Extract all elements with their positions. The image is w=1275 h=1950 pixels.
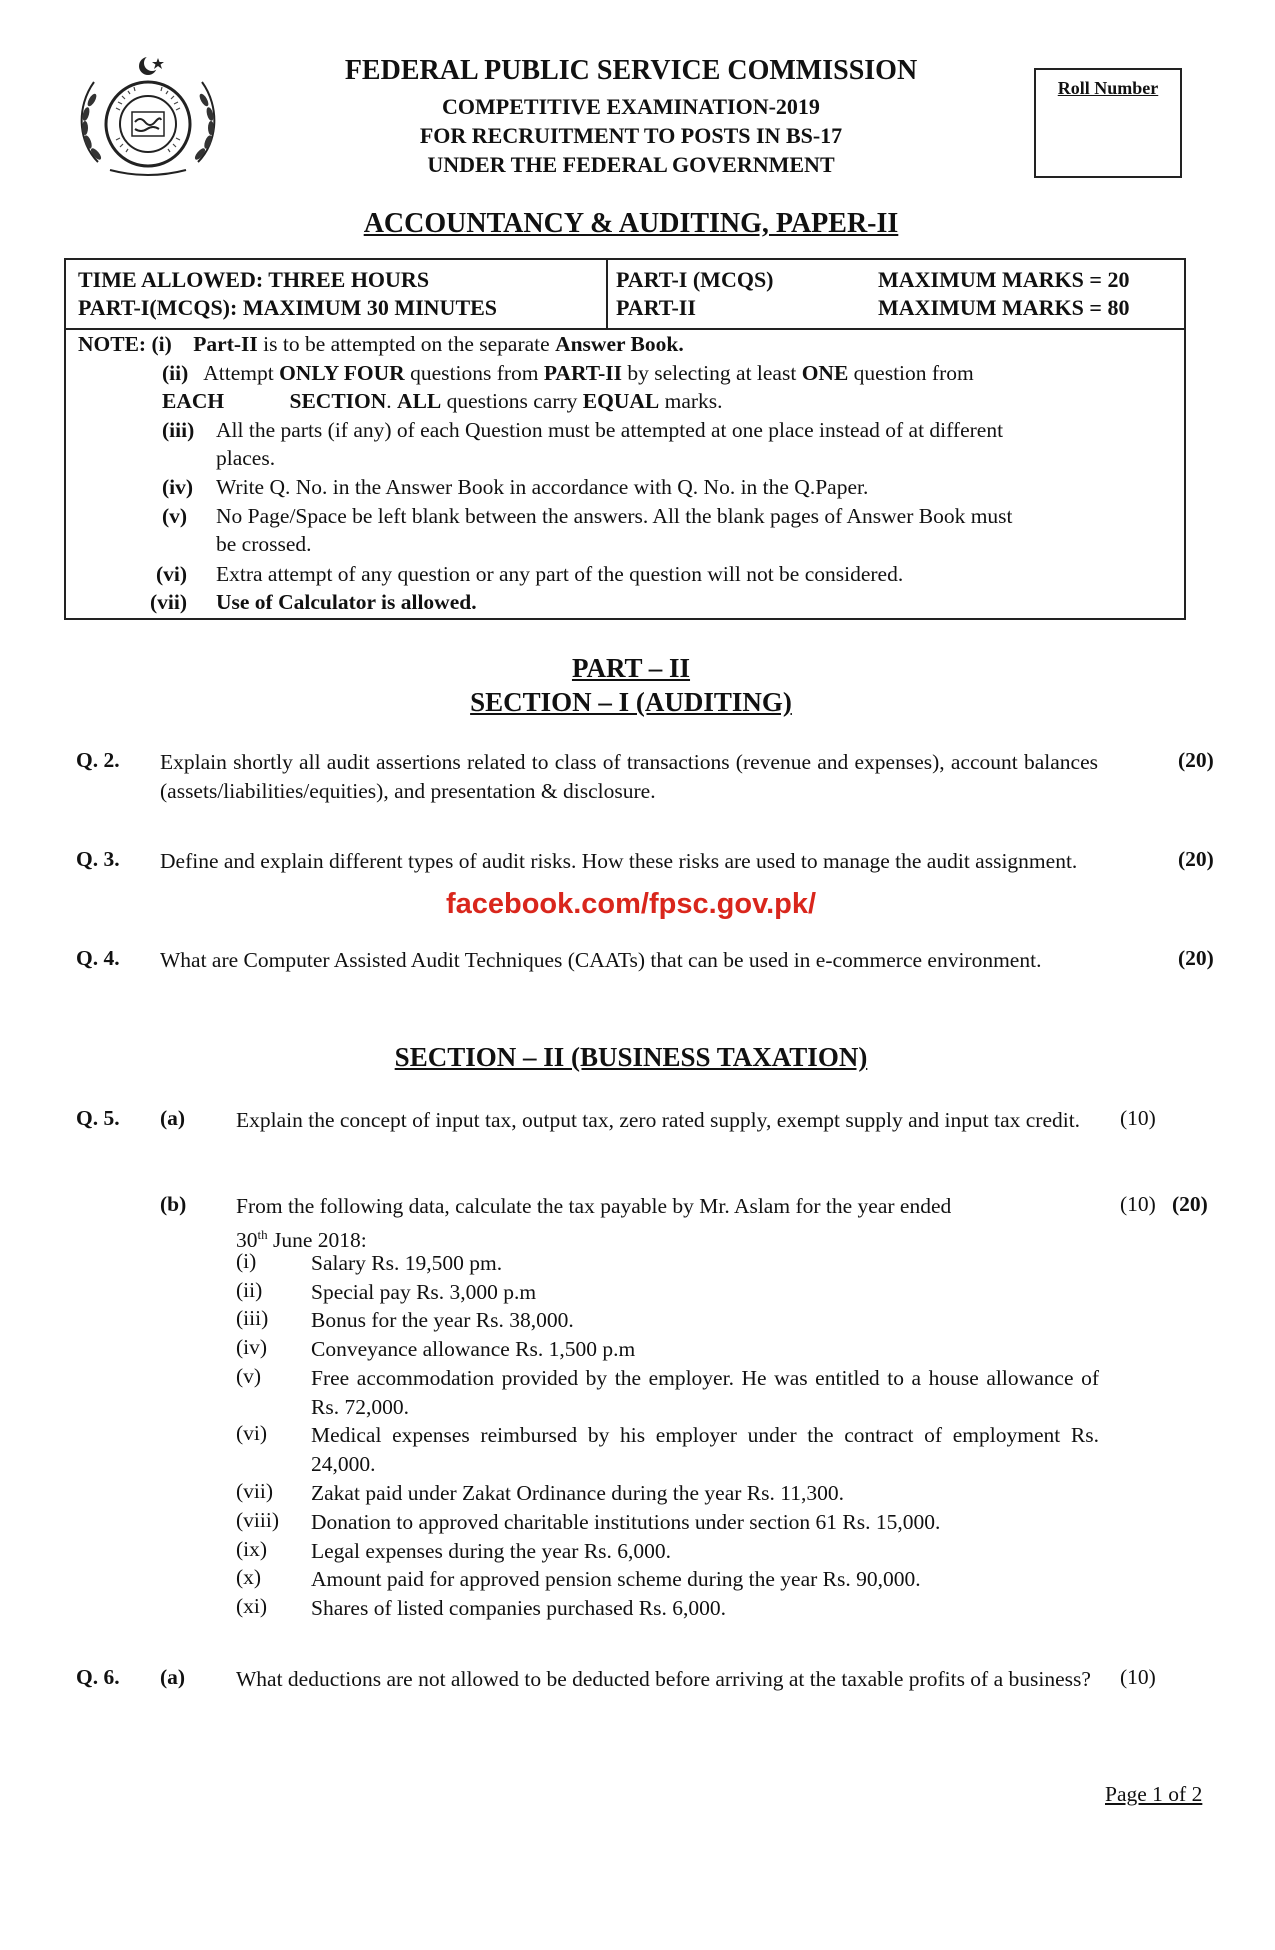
roll-number-label: Roll Number [1057,78,1159,98]
q3-number: Q. 3. [76,847,120,871]
item-number: (viii) [236,1508,279,1532]
q5b-marks: (10) [1120,1192,1156,1216]
part1-label: PART-I (MCQS) [616,267,774,292]
note-vii: Use of Calculator is allowed. [216,590,477,614]
part1-max-marks: MAXIMUM MARKS = 20 [878,267,1130,292]
note-vi-num: (vi) [156,562,188,586]
note-vii-num: (vii) [150,590,188,614]
q5-total-marks: (20) [1172,1192,1208,1216]
q4-text: What are Computer Assisted Audit Techniques (CAATs) that can be used in e-commerce environment. [160,948,1042,972]
q4-number: Q. 4. [76,946,120,970]
section1-heading: SECTION – I (AUDITING) [470,687,792,717]
note-v-num: (v) [162,504,188,528]
item-text: Free accommodation provided by the employer. He was entitled to a house allowance of Rs. 72,000. [311,1366,1099,1419]
item-number: (vii) [236,1479,274,1503]
paper-title: ACCOUNTANCY & AUDITING, PAPER-II [363,208,899,239]
header-recruitment: FOR RECRUITMENT TO POSTS IN BS-17 [419,123,843,148]
item-text: Bonus for the year Rs. 38,000. [311,1308,574,1332]
part-heading: PART – II [571,653,691,683]
header-exam: COMPETITIVE EXAMINATION-2019 [442,94,820,119]
note-ii: (ii) Attempt ONLY FOUR questions from PART-II by selecting at least ONE question from [162,361,974,385]
item-text: Amount paid for approved pension scheme during the year Rs. 90,000. [311,1567,921,1591]
item-text: Shares of listed companies purchased Rs. 6,000. [311,1596,726,1620]
q2-marks: (20) [1178,748,1214,772]
q4-marks: (20) [1178,946,1214,970]
item-number: (x) [236,1565,262,1589]
time-allowed: TIME ALLOWED: THREE HOURS [78,267,430,292]
section2-heading: SECTION – II (BUSINESS TAXATION) [394,1042,868,1072]
q6a-label: (a) [160,1665,186,1689]
item-number: (ix) [236,1537,268,1561]
part2-label: PART-II [616,295,696,320]
note-ii-cont: EACH SECTION. ALL questions carry EQUAL marks. [162,389,723,413]
header-government: UNDER THE FEDERAL GOVERNMENT [427,152,835,177]
item-text: Donation to approved charitable institutions under section 61 Rs. 15,000. [311,1510,941,1534]
note-iii-cont: places. [216,446,276,470]
item-number: (vi) [236,1421,268,1445]
note-iii-num: (iii) [162,418,195,442]
q6a-text: What deductions are not allowed to be deducted before arriving at the taxable profits of a business? [236,1667,1091,1691]
item-text: Medical expenses reimbursed by his employer under the contract of employment Rs. 24,000. [311,1423,1099,1476]
item-number: (xi) [236,1594,268,1618]
table-column-divider [606,260,608,328]
note-i: NOTE: (i) Part-II is to be attempted on the separate Answer Book. [78,332,684,356]
item-text: Special pay Rs. 3,000 p.m [311,1280,537,1304]
q6-number: Q. 6. [76,1665,120,1689]
item-number: (ii) [236,1278,263,1302]
q3-text: Define and explain different types of audit risks. How these risks are used to manage the audit assignment. [160,849,1078,873]
part2-max-marks: MAXIMUM MARKS = 80 [878,295,1130,320]
q6a-marks: (10) [1120,1665,1156,1689]
note-iv-num: (iv) [162,475,194,499]
item-text: Zakat paid under Zakat Ordinance during the year Rs. 11,300. [311,1481,844,1505]
header-org-name: FEDERAL PUBLIC SERVICE COMMISSION [344,55,918,86]
q2-number: Q. 2. [76,748,120,772]
item-number: (v) [236,1364,262,1388]
note-v-cont: be crossed. [216,532,312,556]
q5b-text: From the following data, calculate the tax payable by Mr. Aslam for the year ended 30th June 2018: [236,1194,952,1252]
q5a-text: Explain the concept of input tax, output tax, zero rated supply, exempt supply and input tax credit. [236,1108,1081,1132]
q2-text: Explain shortly all audit assertions related to class of transactions (revenue and expenses), account balances (assets/liabilities/equities), and presentation & disclosure. [160,750,1098,803]
item-text: Legal expenses during the year Rs. 6,000. [311,1539,672,1563]
note-iv: Write Q. No. in the Answer Book in accordance with Q. No. in the Q.Paper. [216,475,869,499]
item-text: Conveyance allowance Rs. 1,500 p.m [311,1337,636,1361]
item-number: (iii) [236,1306,269,1330]
q5a-label: (a) [160,1106,186,1130]
part1-time: PART-I(MCQS): MAXIMUM 30 MINUTES [78,295,498,320]
exam-info-table [64,258,1186,620]
item-number: (i) [236,1249,257,1273]
note-vi: Extra attempt of any question or any part of the question will not be considered. [216,562,904,586]
q5-number: Q. 5. [76,1106,120,1130]
q5a-marks: (10) [1120,1106,1156,1130]
item-number: (iv) [236,1335,268,1359]
page-number: Page 1 of 2 [1105,1782,1203,1806]
note-iii: All the parts (if any) of each Question must be attempted at one place instead of at different [216,418,1004,442]
q5b-label: (b) [160,1192,187,1216]
watermark-text: facebook.com/fpsc.gov.pk/ [445,888,817,920]
roll-number-box [1034,68,1182,178]
item-text: Salary Rs. 19,500 pm. [311,1251,503,1275]
note-v: No Page/Space be left blank between the answers. All the blank pages of Answer Book must [216,504,1013,528]
q3-marks: (20) [1178,847,1214,871]
note-label: NOTE: [78,332,147,356]
